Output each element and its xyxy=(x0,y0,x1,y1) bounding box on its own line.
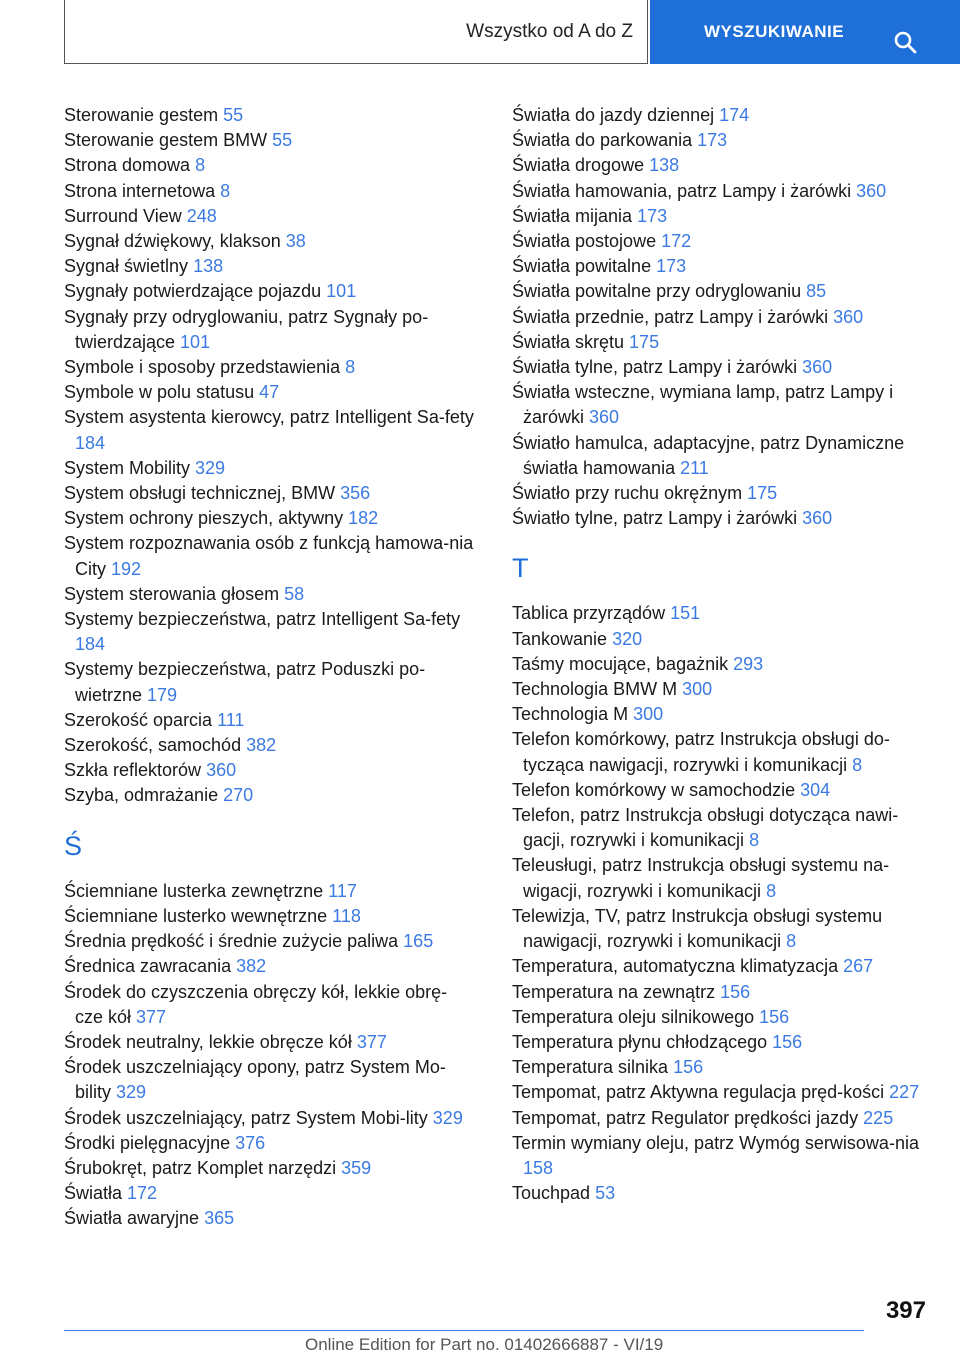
index-entry xyxy=(64,954,474,979)
index-entry-text: Szyba, odmrażanie xyxy=(64,785,224,806)
index-entry xyxy=(64,904,474,929)
page-link[interactable]: 85 xyxy=(806,281,827,302)
page-link[interactable]: 138 xyxy=(649,155,680,176)
index-entry-text: Technologia BMW M xyxy=(512,679,683,700)
index-entry xyxy=(64,254,474,279)
index-entry-text: Szerokość oparcia xyxy=(64,709,218,730)
index-entry-text: System obsługi technicznej, BMW xyxy=(64,483,341,504)
page-link[interactable]: 267 xyxy=(843,956,874,977)
page-link[interactable]: 175 xyxy=(747,483,778,504)
index-entry-text: Tempomat, patrz Aktywna regulacja pręd‐kości xyxy=(512,1082,890,1103)
page-link[interactable]: 53 xyxy=(595,1183,616,1204)
index-entry-text: Tempomat, patrz Regulator prędkości jazdy xyxy=(512,1107,864,1128)
index-entry xyxy=(64,607,474,657)
index-entry-text: Środek uszczelniający opony, patrz System Mo‐bility xyxy=(64,1057,446,1103)
page-link[interactable]: 8 xyxy=(766,880,777,901)
index-entry xyxy=(512,627,928,652)
index-entry-text: Taśmy mocujące, bagażnik xyxy=(512,653,734,674)
index-entry-text: Touchpad xyxy=(512,1183,596,1204)
page-link[interactable]: 248 xyxy=(186,205,217,226)
page-link[interactable]: 174 xyxy=(719,105,750,125)
index-entry-text: System ochrony pieszych, aktywny xyxy=(64,508,349,529)
index-entry xyxy=(512,980,928,1005)
index-entry xyxy=(64,758,474,783)
page-link[interactable]: 138 xyxy=(193,256,224,277)
index-column-left xyxy=(64,103,474,1232)
index-entry xyxy=(512,431,928,481)
index-entry xyxy=(512,380,928,430)
index-entry-text: Światło tylne, patrz Lampy i żarówki xyxy=(512,508,803,529)
index-entry xyxy=(512,853,928,903)
index-entry-text: Światła xyxy=(64,1183,128,1204)
index-entry-text: Światła postojowe xyxy=(512,231,662,252)
index-entry xyxy=(64,128,474,153)
index-entry xyxy=(64,1181,474,1206)
index-entry xyxy=(64,506,474,531)
index-entry-text: Światła skrętu xyxy=(512,331,630,352)
tab-a-to-z-label: Wszystko od A do Z xyxy=(466,20,633,42)
index-entry xyxy=(64,103,474,128)
index-entry-text: Symbole w polu statusu xyxy=(64,382,260,403)
page-link[interactable]: 356 xyxy=(340,483,371,504)
page-link[interactable]: 172 xyxy=(661,231,692,252)
index-entry-text: Środki pielęgnacyjne xyxy=(64,1132,236,1153)
index-entry xyxy=(64,229,474,254)
page-link[interactable]: 359 xyxy=(341,1157,372,1178)
index-entry-text: Temperatura oleju silnikowego xyxy=(512,1006,760,1027)
index-entry xyxy=(512,153,928,178)
page-link[interactable]: 376 xyxy=(235,1132,266,1153)
page-link[interactable]: 8 xyxy=(786,931,797,952)
index-entry-text: Symbole i sposoby przedstawienia xyxy=(64,357,346,378)
index-entry xyxy=(64,582,474,607)
page-link[interactable]: 182 xyxy=(348,508,379,529)
index-entry xyxy=(64,1030,474,1055)
index-entry-text: Sygnał dźwiękowy, klakson xyxy=(64,231,286,252)
page-link[interactable]: 329 xyxy=(432,1107,463,1128)
page-link[interactable]: 158 xyxy=(523,1157,554,1178)
index-entry-text: Światła awaryjne xyxy=(64,1208,205,1229)
index-entry xyxy=(512,1055,928,1080)
index-entry xyxy=(64,456,474,481)
index-entry-text: Światła przednie, patrz Lampy i żarówki xyxy=(512,306,834,327)
page-link[interactable]: 118 xyxy=(332,905,361,926)
index-entry xyxy=(512,204,928,229)
index-group-s-acute xyxy=(64,879,474,1232)
index-entry xyxy=(512,355,928,380)
index-entry-text: Telefon komórkowy, patrz Instrukcja obsługi do‐tycząca nawigacji, rozrywki i komunikacji xyxy=(512,729,890,775)
index-entry-text: System sterowania głosem xyxy=(64,583,285,604)
index-entry-text: Szerokość, samochód xyxy=(64,735,247,756)
search-button-label: WYSZUKIWANIE xyxy=(704,22,845,41)
index-entry-text: Światła mijania xyxy=(512,205,638,226)
index-entry xyxy=(64,355,474,380)
page-link[interactable]: 329 xyxy=(195,457,226,478)
index-entry xyxy=(64,481,474,506)
index-entry-text: Środek do czyszczenia obręczy kół, lekkie obrę‐cze kół xyxy=(64,981,448,1027)
page-link[interactable]: 47 xyxy=(259,382,280,403)
index-entry xyxy=(512,1181,928,1206)
index-column-right xyxy=(512,103,928,1206)
index-entry xyxy=(64,204,474,229)
index-entry xyxy=(512,279,928,304)
index-entry xyxy=(512,1005,928,1030)
page-link[interactable]: 173 xyxy=(637,205,668,226)
page-link[interactable]: 360 xyxy=(206,760,237,781)
search-icon xyxy=(893,30,917,54)
index-entry xyxy=(64,380,474,405)
index-entry-text: Średnia prędkość i średnie zużycie paliwa xyxy=(64,931,404,952)
page-link[interactable]: 101 xyxy=(326,281,357,302)
search-button[interactable] xyxy=(650,0,960,64)
page-link[interactable]: 365 xyxy=(204,1208,235,1229)
page-link[interactable]: 156 xyxy=(720,981,751,1002)
index-entry-text: Telefon, patrz Instrukcja obsługi dotycząca nawi‐gacji, rozrywki i komunikacji xyxy=(512,805,899,851)
page-link[interactable]: 117 xyxy=(328,880,357,901)
page-link[interactable]: 360 xyxy=(589,407,620,428)
page-link[interactable]: 382 xyxy=(246,735,277,756)
index-entry-text: Technologia M xyxy=(512,704,634,725)
index-entry xyxy=(64,1156,474,1181)
page-link[interactable]: 304 xyxy=(800,779,831,800)
index-entry-text: Tankowanie xyxy=(512,628,613,649)
top-navigation xyxy=(64,0,960,64)
index-entry xyxy=(64,153,474,178)
page-link[interactable]: 377 xyxy=(356,1031,387,1052)
page-link[interactable]: 227 xyxy=(889,1082,920,1103)
index-entry-text: Surround View xyxy=(64,205,187,226)
index-entry-text: Światła powitalne przy odryglowaniu xyxy=(512,281,807,302)
index-entry-text: Telefon komórkowy w samochodzie xyxy=(512,779,801,800)
index-entry xyxy=(512,179,928,204)
index-entry-text: Termin wymiany oleju, patrz Wymóg serwisowa‐nia xyxy=(512,1132,919,1153)
page-link[interactable]: 165 xyxy=(403,931,434,952)
index-entry xyxy=(64,929,474,954)
index-entry-text: Telewizja, TV, patrz Instrukcja obsługi systemu nawigacji, rozrywki i komunikacji xyxy=(512,905,883,952)
index-entry-text: Strona internetowa xyxy=(64,180,221,201)
index-entry xyxy=(64,1206,474,1231)
index-entry xyxy=(512,305,928,330)
index-entry-text: Światła tylne, patrz Lampy i żarówki xyxy=(512,357,803,378)
page-link[interactable]: 293 xyxy=(733,653,764,674)
index-entry-text: System asystenta kierowcy, patrz Intelligent Sa‐fety xyxy=(64,407,474,428)
index-entry-text: Światło hamulca, adaptacyjne, patrz Dynamiczne światła hamowania xyxy=(512,432,905,478)
index-entry-text: Ściemniane lusterka zewnętrzne xyxy=(64,880,329,901)
page-link[interactable]: 382 xyxy=(236,956,267,977)
index-entry-text: Światła drogowe xyxy=(512,155,650,176)
index-entry xyxy=(64,531,474,581)
page-link[interactable]: 151 xyxy=(670,603,701,624)
edition-footer: Online Edition for Part no. 01402666887 - VI/19 xyxy=(305,1335,664,1354)
page-link[interactable]: 173 xyxy=(697,130,728,151)
index-entry xyxy=(512,128,928,153)
page-link[interactable]: 184 xyxy=(75,432,106,453)
page-link[interactable]: 329 xyxy=(116,1082,147,1103)
page-link[interactable]: 360 xyxy=(802,508,833,529)
page-link[interactable]: 8 xyxy=(195,155,206,176)
index-entry-text: Strona domowa xyxy=(64,155,196,176)
index-entry-text: Sterowanie gestem BMW xyxy=(64,130,273,151)
page-link[interactable]: 55 xyxy=(223,105,244,125)
index-entry xyxy=(512,702,928,727)
index-entry-text: Temperatura, automatyczna klimatyzacja xyxy=(512,956,844,977)
index-entry-text: Szkła reflektorów xyxy=(64,760,207,781)
index-letter-heading: T xyxy=(512,553,529,584)
index-group-s xyxy=(64,103,474,809)
index-entry-text: Sygnały potwierdzające pojazdu xyxy=(64,281,327,302)
index-entry-text: Światła wsteczne, wymiana lamp, patrz Lampy i żarówki xyxy=(512,382,894,428)
index-entry xyxy=(64,1106,474,1131)
page-link[interactable]: 360 xyxy=(802,357,833,378)
index-entry-text: Systemy bezpieczeństwa, patrz Poduszki po‐wietrzne xyxy=(64,659,426,705)
index-entry xyxy=(512,778,928,803)
page-link[interactable]: 111 xyxy=(217,709,245,730)
index-entry xyxy=(64,733,474,758)
page-link[interactable]: 175 xyxy=(629,331,660,352)
index-entry xyxy=(64,1131,474,1156)
page-link[interactable]: 179 xyxy=(147,684,178,705)
index-entry xyxy=(64,279,474,304)
index-entry xyxy=(64,708,474,733)
index-entry xyxy=(512,652,928,677)
index-entry xyxy=(512,330,928,355)
index-entry xyxy=(512,103,928,128)
index-entry-text: Średnica zawracania xyxy=(64,956,237,977)
index-entry xyxy=(512,481,928,506)
page-link[interactable]: 270 xyxy=(223,785,254,806)
page-link[interactable]: 8 xyxy=(749,830,760,851)
index-entry xyxy=(64,1055,474,1105)
page-link[interactable]: 156 xyxy=(673,1057,704,1078)
page-link[interactable]: 300 xyxy=(633,704,664,725)
page-link[interactable]: 173 xyxy=(656,256,687,277)
page-link[interactable]: 172 xyxy=(127,1183,158,1204)
index-entry xyxy=(64,783,474,808)
index-entry xyxy=(64,980,474,1030)
index-entry xyxy=(512,803,928,853)
index-entry-text: Światła hamowania, patrz Lampy i żarówki xyxy=(512,180,857,201)
index-entry-text: Temperatura silnika xyxy=(512,1057,674,1078)
page-link[interactable]: 101 xyxy=(180,331,211,352)
index-entry xyxy=(512,1080,928,1105)
page-link[interactable]: 300 xyxy=(682,679,713,700)
index-entry-text: Środek neutralny, lekkie obręcze kół xyxy=(64,1031,357,1052)
index-entry xyxy=(512,904,928,954)
page-link[interactable]: 58 xyxy=(284,583,305,604)
index-entry-text: Sygnał świetlny xyxy=(64,256,194,277)
tab-a-to-z[interactable] xyxy=(64,0,648,64)
index-entry-text: Teleusługi, patrz Instrukcja obsługi systemu na‐wigacji, rozrywki i komunikacji xyxy=(512,855,890,901)
index-entry xyxy=(64,179,474,204)
page-link[interactable]: 8 xyxy=(345,357,356,378)
index-entry xyxy=(512,1106,928,1131)
page-link[interactable]: 211 xyxy=(680,457,709,478)
page-link[interactable]: 38 xyxy=(285,231,306,252)
page-link[interactable]: 192 xyxy=(111,558,142,579)
index-entry xyxy=(512,954,928,979)
index-entry-text: Temperatura na zewnątrz xyxy=(512,981,721,1002)
index-entry xyxy=(512,1030,928,1055)
index-entry xyxy=(512,677,928,702)
index-entry-text: Tablica przyrządów xyxy=(512,603,671,624)
index-entry xyxy=(512,727,928,777)
page-link[interactable]: 156 xyxy=(772,1031,803,1052)
page-link[interactable]: 225 xyxy=(863,1107,894,1128)
page-link[interactable]: 360 xyxy=(856,180,887,201)
index-entry xyxy=(64,657,474,707)
page-link[interactable]: 156 xyxy=(759,1006,790,1027)
index-entry-text: Śrubokręt, patrz Komplet narzędzi xyxy=(64,1157,342,1178)
index-entry xyxy=(512,601,928,626)
index-entry-text: Światła do parkowania xyxy=(512,130,698,151)
index-entry-text: Środek uszczelniający, patrz System Mobi‐lity xyxy=(64,1107,433,1128)
index-entry-text: Światło przy ruchu okrężnym xyxy=(512,483,748,504)
page-number: 397 xyxy=(885,1297,926,1324)
index-group-t xyxy=(512,601,928,1206)
page-link[interactable]: 55 xyxy=(272,130,293,151)
index-entry-text: System Mobility xyxy=(64,457,196,478)
index-entry-text: Sygnały przy odryglowaniu, patrz Sygnały po‐twierdzające xyxy=(64,306,429,352)
index-entry-text: Temperatura płynu chłodzącego xyxy=(512,1031,773,1052)
page-link[interactable]: 377 xyxy=(136,1006,167,1027)
page-link[interactable]: 8 xyxy=(220,180,231,201)
index-entry-text: Światła powitalne xyxy=(512,256,657,277)
index-entry-text: Światła do jazdy dziennej xyxy=(512,105,720,125)
page-link[interactable]: 8 xyxy=(852,754,863,775)
index-group-s-acute-cont xyxy=(512,103,928,531)
index-entry xyxy=(512,254,928,279)
index-entry xyxy=(512,1131,928,1181)
page-link[interactable]: 184 xyxy=(75,634,106,655)
index-entry xyxy=(64,405,474,455)
index-entry xyxy=(64,879,474,904)
index-entry xyxy=(64,305,474,355)
index-entry-text: System rozpoznawania osób z funkcją hamowa‐nia City xyxy=(64,533,474,579)
index-entry xyxy=(512,506,928,531)
index-entry-text: Sterowanie gestem xyxy=(64,105,224,125)
index-entry xyxy=(512,229,928,254)
footer-divider xyxy=(64,1330,864,1331)
page-link[interactable]: 360 xyxy=(833,306,864,327)
index-letter-heading: Ś xyxy=(64,830,83,861)
index-entry-text: Systemy bezpieczeństwa, patrz Intelligent Sa‐fety xyxy=(64,609,461,630)
page-link[interactable]: 320 xyxy=(612,628,643,649)
index-entry-text: Ściemniane lusterko wewnętrzne xyxy=(64,905,333,926)
